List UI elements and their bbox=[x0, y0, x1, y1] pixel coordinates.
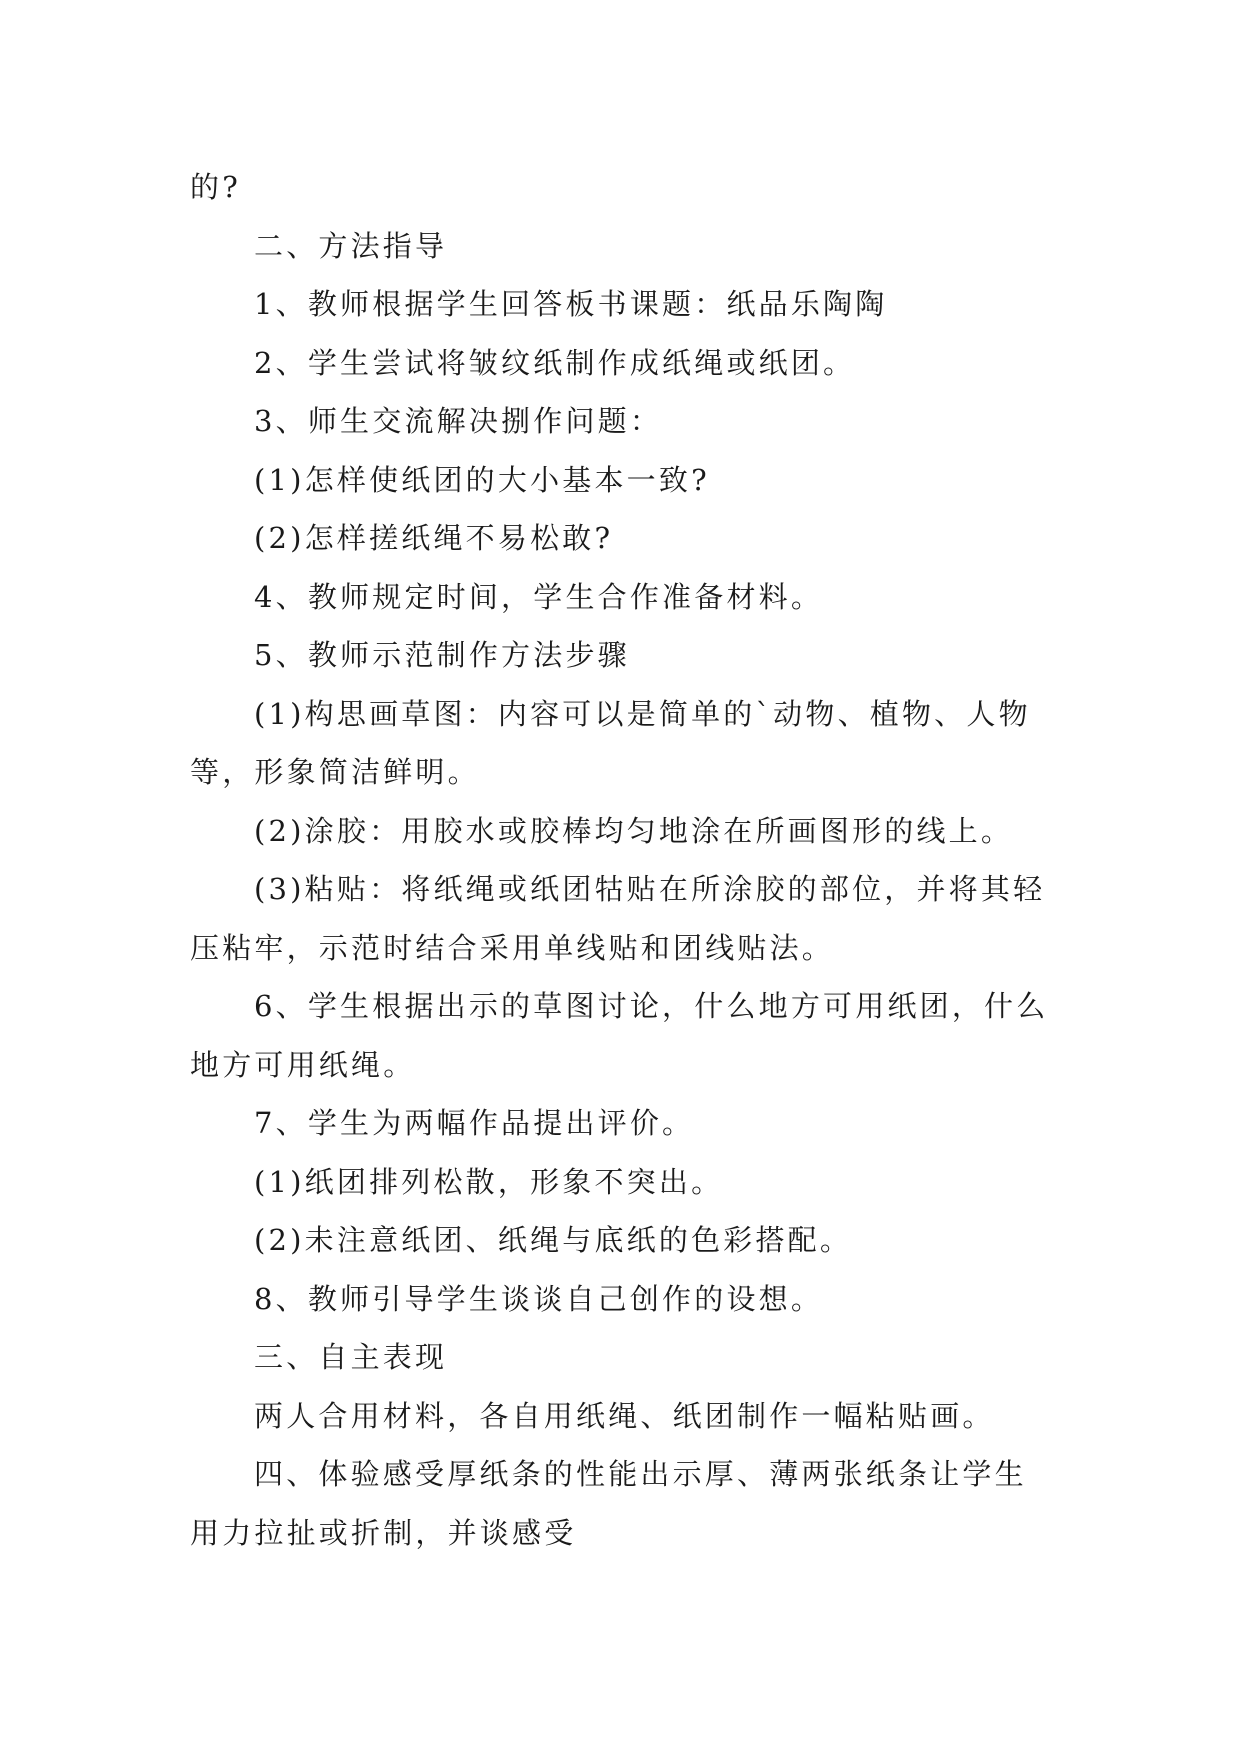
section-heading-method-guidance: 二、方法指导 bbox=[254, 228, 448, 263]
paragraph-continuation: 的? bbox=[190, 170, 241, 204]
paragraph-step-1: 1、教师根据学生回答板书课题：纸品乐陶陶 bbox=[254, 287, 888, 321]
paragraph-step-4: 4、教师规定时间，学生合作准备材料。 bbox=[254, 579, 824, 614]
paragraph-step-3-item-1: (1)怎样使纸团的大小基本一致? bbox=[254, 462, 710, 497]
paragraph-step-7-item-1: (1)纸团排列松散，形象不突出。 bbox=[254, 1164, 724, 1199]
paragraph-step-3-item-2: (2)怎样搓纸绳不易松敢? bbox=[254, 521, 614, 555]
paragraph-step-3: 3、师生交流解决捌作问题： bbox=[254, 404, 663, 438]
paragraph-independent-expression: 两人合用材料，各自用纸绳、纸团制作一幅粘贴画。 bbox=[254, 1398, 995, 1433]
paragraph-step-6: 6、学生根据出示的草图讨论，什么地方可用纸团，什么地方可用纸绳。 bbox=[190, 989, 1049, 1082]
section-heading-experience: 四、体验感受厚纸条的性能出示厚、薄两张纸条让学生用力拉扯或折制，并谈感受 bbox=[190, 1457, 1027, 1550]
paragraph-step-7-item-2: (2)未注意纸团、纸绳与底纸的色彩搭配。 bbox=[254, 1223, 853, 1257]
paragraph-step-8: 8、教师引导学生谈谈自己创作的设想。 bbox=[254, 1281, 824, 1316]
paragraph-step-5-item-2: (2)涂胶：用胶水或胶棒均匀地涂在所画图形的线上。 bbox=[254, 813, 1014, 848]
paragraph-step-5-item-3: (3)粘贴：将纸绳或纸团牯贴在所涂胶的部位，并将其轻压粘牢，示范时结合采用单线贴和团线贴法。 bbox=[190, 872, 1046, 965]
paragraph-step-7: 7、学生为两幅作品提出评价。 bbox=[254, 1106, 695, 1140]
document-body bbox=[190, 158, 1050, 1562]
paragraph-step-5-item-1: (1)构思画草图：内容可以是简单的`动物、植物、人物等，形象简洁鲜明。 bbox=[190, 696, 1031, 789]
paragraph-step-5: 5、教师示范制作方法步骤 bbox=[254, 638, 630, 672]
section-heading-independent-expression: 三、自主表现 bbox=[254, 1340, 448, 1374]
paragraph-step-2: 2、学生尝试将皱纹纸制作成纸绳或纸团。 bbox=[254, 345, 856, 380]
